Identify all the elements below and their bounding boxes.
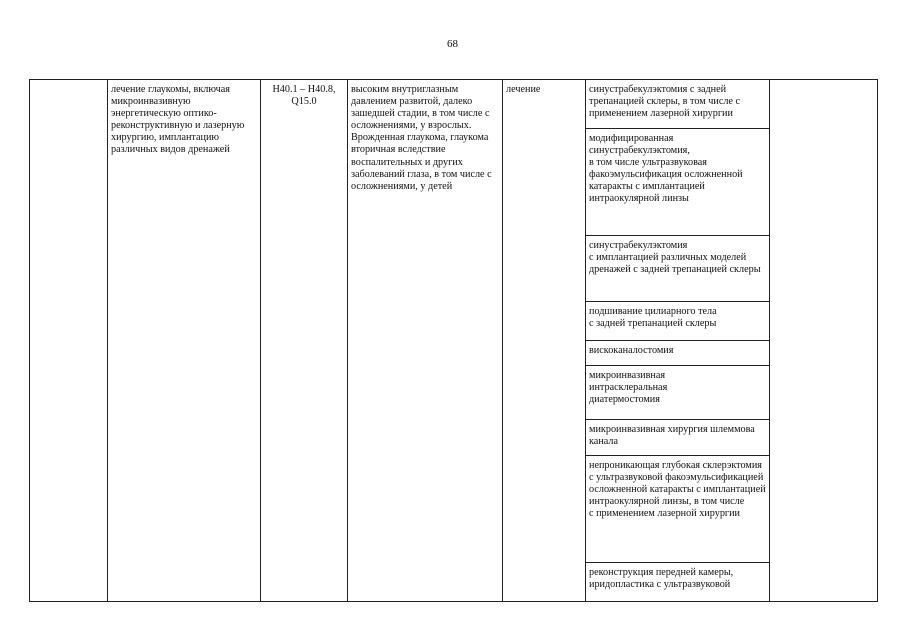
cell-treatment-type: лечение [503, 80, 586, 602]
cell-method: синустрабекулэктомия с имплантацией различных моделей дренажей с задней трепанацией склеры [586, 236, 770, 302]
cell-method: модифицированная синустрабекулэктомия, в том числе ультразвуковая факоэмульсификация осложненной катаракты с имплантацией интраокулярной линзы [586, 129, 770, 236]
page-number: 68 [447, 38, 458, 50]
cell-method: микроинвазивная хирургия шлеммова канала [586, 420, 770, 456]
table-row-method-1 [30, 80, 878, 129]
cell-treatment-description: лечение глаукомы, включая микроинвазивную энергетическую оптико-реконструктивную и лазерную хирургию, имплантацию различных видов дренажей [108, 80, 261, 602]
cell-method: непроникающая глубокая склерэктомия с ультразвуковой факоэмульсификацией осложненной катаракты с имплантацией интраокулярной линзы, в том числе с применением лазерной хирургии [586, 456, 770, 563]
cell-method: подшивание цилиарного тела с задней трепанацией склеры [586, 302, 770, 341]
treatment-table [29, 79, 878, 602]
cell-method: реконструкция передней камеры, иридопластика с ультразвуковой [586, 563, 770, 602]
cell-method: синустрабекулэктомия с задней трепанацией склеры, в том числе с применением лазерной хирургии [586, 80, 770, 129]
cell-method: микроинвазивная интрасклеральная диатермостомия [586, 366, 770, 420]
cell-diagnosis-codes: H40.1 – H40.8, Q15.0 [261, 80, 348, 602]
cell-empty-first [30, 80, 108, 602]
cell-patient-model: высоким внутриглазным давлением развитой, далеко зашедшей стадии, в том числе с осложнениями, у взрослых. Врожденная глаукома, глаукома вторичная вследствие воспалительных и других заболеваний глаза, в том числе с осложнениями, у детей [348, 80, 503, 602]
cell-empty-last [770, 80, 878, 602]
cell-method: вискоканалостомия [586, 341, 770, 366]
